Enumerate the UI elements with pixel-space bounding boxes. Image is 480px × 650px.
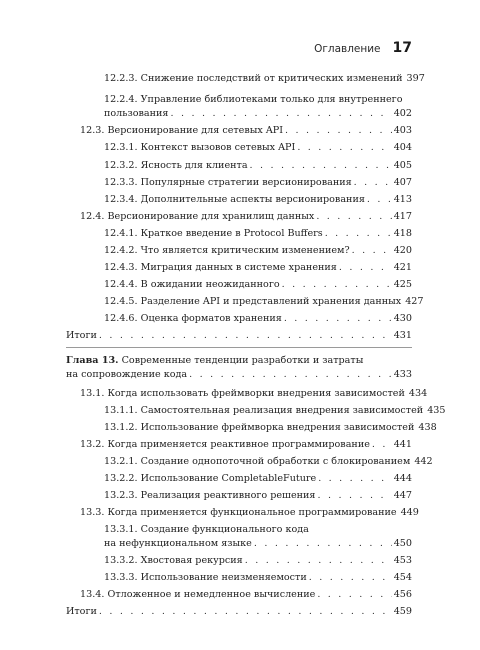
toc-entry-text: 13.3. Когда применяется функциональное программирование [80,507,397,518]
leader-dots [317,588,391,602]
toc-entry-text: 12.4. Версионирование для хранилищ данных [80,211,315,222]
toc-entry-12-3-1 [0,141,412,155]
toc-page-number: 421 [393,262,412,273]
toc-entry-12-4-5 [0,295,424,309]
toc-entry-text: 13.1. Когда использовать фреймворки внедрения зависимостей [80,388,405,399]
toc-page-number: 430 [393,313,412,324]
toc-entry-13-3 [0,506,419,520]
toc-entry-text: 13.1.2. Использование фреймворка внедрения зависимостей [104,422,415,433]
toc-page-number: 459 [393,606,412,617]
toc-entry-12-4-2 [0,244,412,258]
toc-entry-text: 12.3.2. Ясность для клиента [104,160,248,171]
toc-page-number: 438 [418,422,437,433]
toc-entry-text: 13.4. Отложенное и немедленное вычисление [80,589,316,600]
toc-page-number: 425 [393,279,412,290]
toc-entry-text: Итоги [66,606,97,617]
toc-page-number: 444 [393,473,412,484]
toc-entry-text: 12.4.1. Краткое введение в Protocol Buffers [104,228,323,239]
toc-page-number: 454 [393,572,412,583]
leader-dots [316,210,391,224]
toc-entry-12-3-2 [0,159,412,173]
page-number: 17 [392,40,412,56]
toc-entry-text: 12.2.4. Управление библиотеками только для внутреннего [104,94,403,105]
toc-entry-13-3-1 [0,523,412,551]
toc-page-number: 402 [393,108,412,119]
toc-entry-chapter-12-summary [0,329,412,343]
leader-dots [354,176,392,190]
toc-entry-13-2 [0,438,412,452]
toc-entry-text: 12.4.2. Что является критическим изменением? [104,245,350,256]
toc-page-number: 404 [393,142,412,153]
toc-entry-text: 12.3. Версионирование для сетевых API [80,125,284,136]
leader-dots [189,368,392,382]
toc-entry-text: 13.3.2. Хвостовая рекурсия [104,555,243,566]
toc-entry-text: 13.3.1. Создание функционального кода [104,524,309,535]
toc-entry-text: 12.4.3. Миграция данных в системе хранения [104,262,337,273]
toc-page-number: 442 [414,456,433,467]
toc-entry-13-2-3 [0,489,412,503]
toc-entry-text: 12.3.4. Дополнительные аспекты версионирования [104,194,365,205]
toc-page-number: 418 [393,228,412,239]
toc-entry-13-2-2 [0,472,412,486]
toc-entry-13-3-2 [0,554,412,568]
leader-dots [99,605,392,619]
toc-page-number: 417 [393,211,412,222]
toc-entry-text: 12.4.4. В ожидании неожиданного [104,279,280,290]
toc-page-number: 434 [408,388,428,399]
toc-page-number: 433 [393,369,412,380]
toc-page-number: 456 [393,589,412,600]
toc-entry-13-1 [0,387,428,401]
toc-page-number: 420 [393,245,412,256]
toc-entry-text-continued: на нефункциональном языке [104,538,252,549]
toc-page-number: 435 [427,405,446,416]
toc-page-number: 447 [393,490,412,501]
toc-entry-12-4 [0,210,412,224]
toc-entry-text-continued: пользования [104,108,169,119]
toc-entry-12-4-4 [0,278,412,292]
toc-entry-chapter-13 [0,354,412,382]
leader-dots [352,244,392,258]
toc-entry-12-4-1 [0,227,412,241]
chapter-title-continued: на сопровождение кода [66,369,188,380]
toc-entry-text: 12.3.1. Контекст вызовов сетевых API [104,142,296,153]
leader-dots [285,124,392,138]
toc-entry-text: 13.3.3. Использование неизменяемости [104,572,307,583]
leader-dots [339,261,392,275]
leader-dots [367,193,392,207]
leader-dots [325,227,392,241]
toc-entry-text: 12.3.3. Популярные стратегии версионирования [104,177,352,188]
toc-entry-12-3-4 [0,193,412,207]
toc-entry-text: Итоги [66,330,97,341]
toc-entry-text: 13.2. Когда применяется реактивное программирование [80,439,370,450]
toc-entry-12-2-3 [0,72,425,86]
leader-dots [318,472,392,486]
toc-entry-12-2-4 [0,93,412,121]
toc-page-number: 449 [400,507,419,518]
toc-entry-text: 13.2.1. Создание однопоточной обработки с блокированием [104,456,411,467]
leader-dots [250,159,392,173]
leader-dots [245,554,392,568]
toc-page-number: 405 [393,160,412,171]
toc-page-number: 431 [393,330,412,341]
leader-dots [297,141,391,155]
toc-entry-13-1-2 [0,421,437,435]
leader-dots [372,438,392,452]
toc-page-number: 427 [405,296,424,307]
toc-page-number: 453 [393,555,412,566]
toc-page-number: 407 [393,177,412,188]
toc-page-number: 403 [393,125,412,136]
toc-entry-13-4 [0,588,412,602]
leader-dots [318,489,392,503]
toc-page-number: 441 [393,439,412,450]
toc-entry-text: 12.4.5. Разделение API и представлений хранения данных [104,296,402,307]
leader-dots [284,312,392,326]
toc-entry-chapter-13-summary [0,605,412,619]
toc-page-number: 450 [393,538,412,549]
running-header-title: Оглавление [314,43,381,55]
leader-dots [309,571,392,585]
leader-dots [254,537,392,551]
chapter-label: Глава 13. [66,355,119,366]
toc-entry-13-3-3 [0,571,412,585]
leader-dots [282,278,392,292]
toc-entry-12-4-6 [0,312,412,326]
separator-line [66,347,412,348]
running-header [314,40,412,56]
toc-entry-text: 12.2.3. Снижение последствий от критических изменений [104,73,403,84]
toc-entry-text: 13.2.3. Реализация реактивного решения [104,490,316,501]
toc-entry-text: 12.4.6. Оценка форматов хранения [104,313,282,324]
toc-entry-13-2-1 [0,455,433,469]
leader-dots [99,329,392,343]
toc-entry-13-1-1 [0,404,446,418]
toc-entry-text: 13.1.1. Самостоятельная реализация внедрения зависимостей [104,405,424,416]
toc-entry-12-3 [0,124,412,138]
toc-page-number: 397 [406,73,425,84]
toc-entry-12-3-3 [0,176,412,190]
chapter-title: Современные тенденции разработки и затраты [121,355,364,366]
toc-page-number: 413 [393,194,412,205]
leader-dots [170,107,391,121]
toc-entry-text: 13.2.2. Использование CompletableFuture [104,473,317,484]
toc-entry-12-4-3 [0,261,412,275]
